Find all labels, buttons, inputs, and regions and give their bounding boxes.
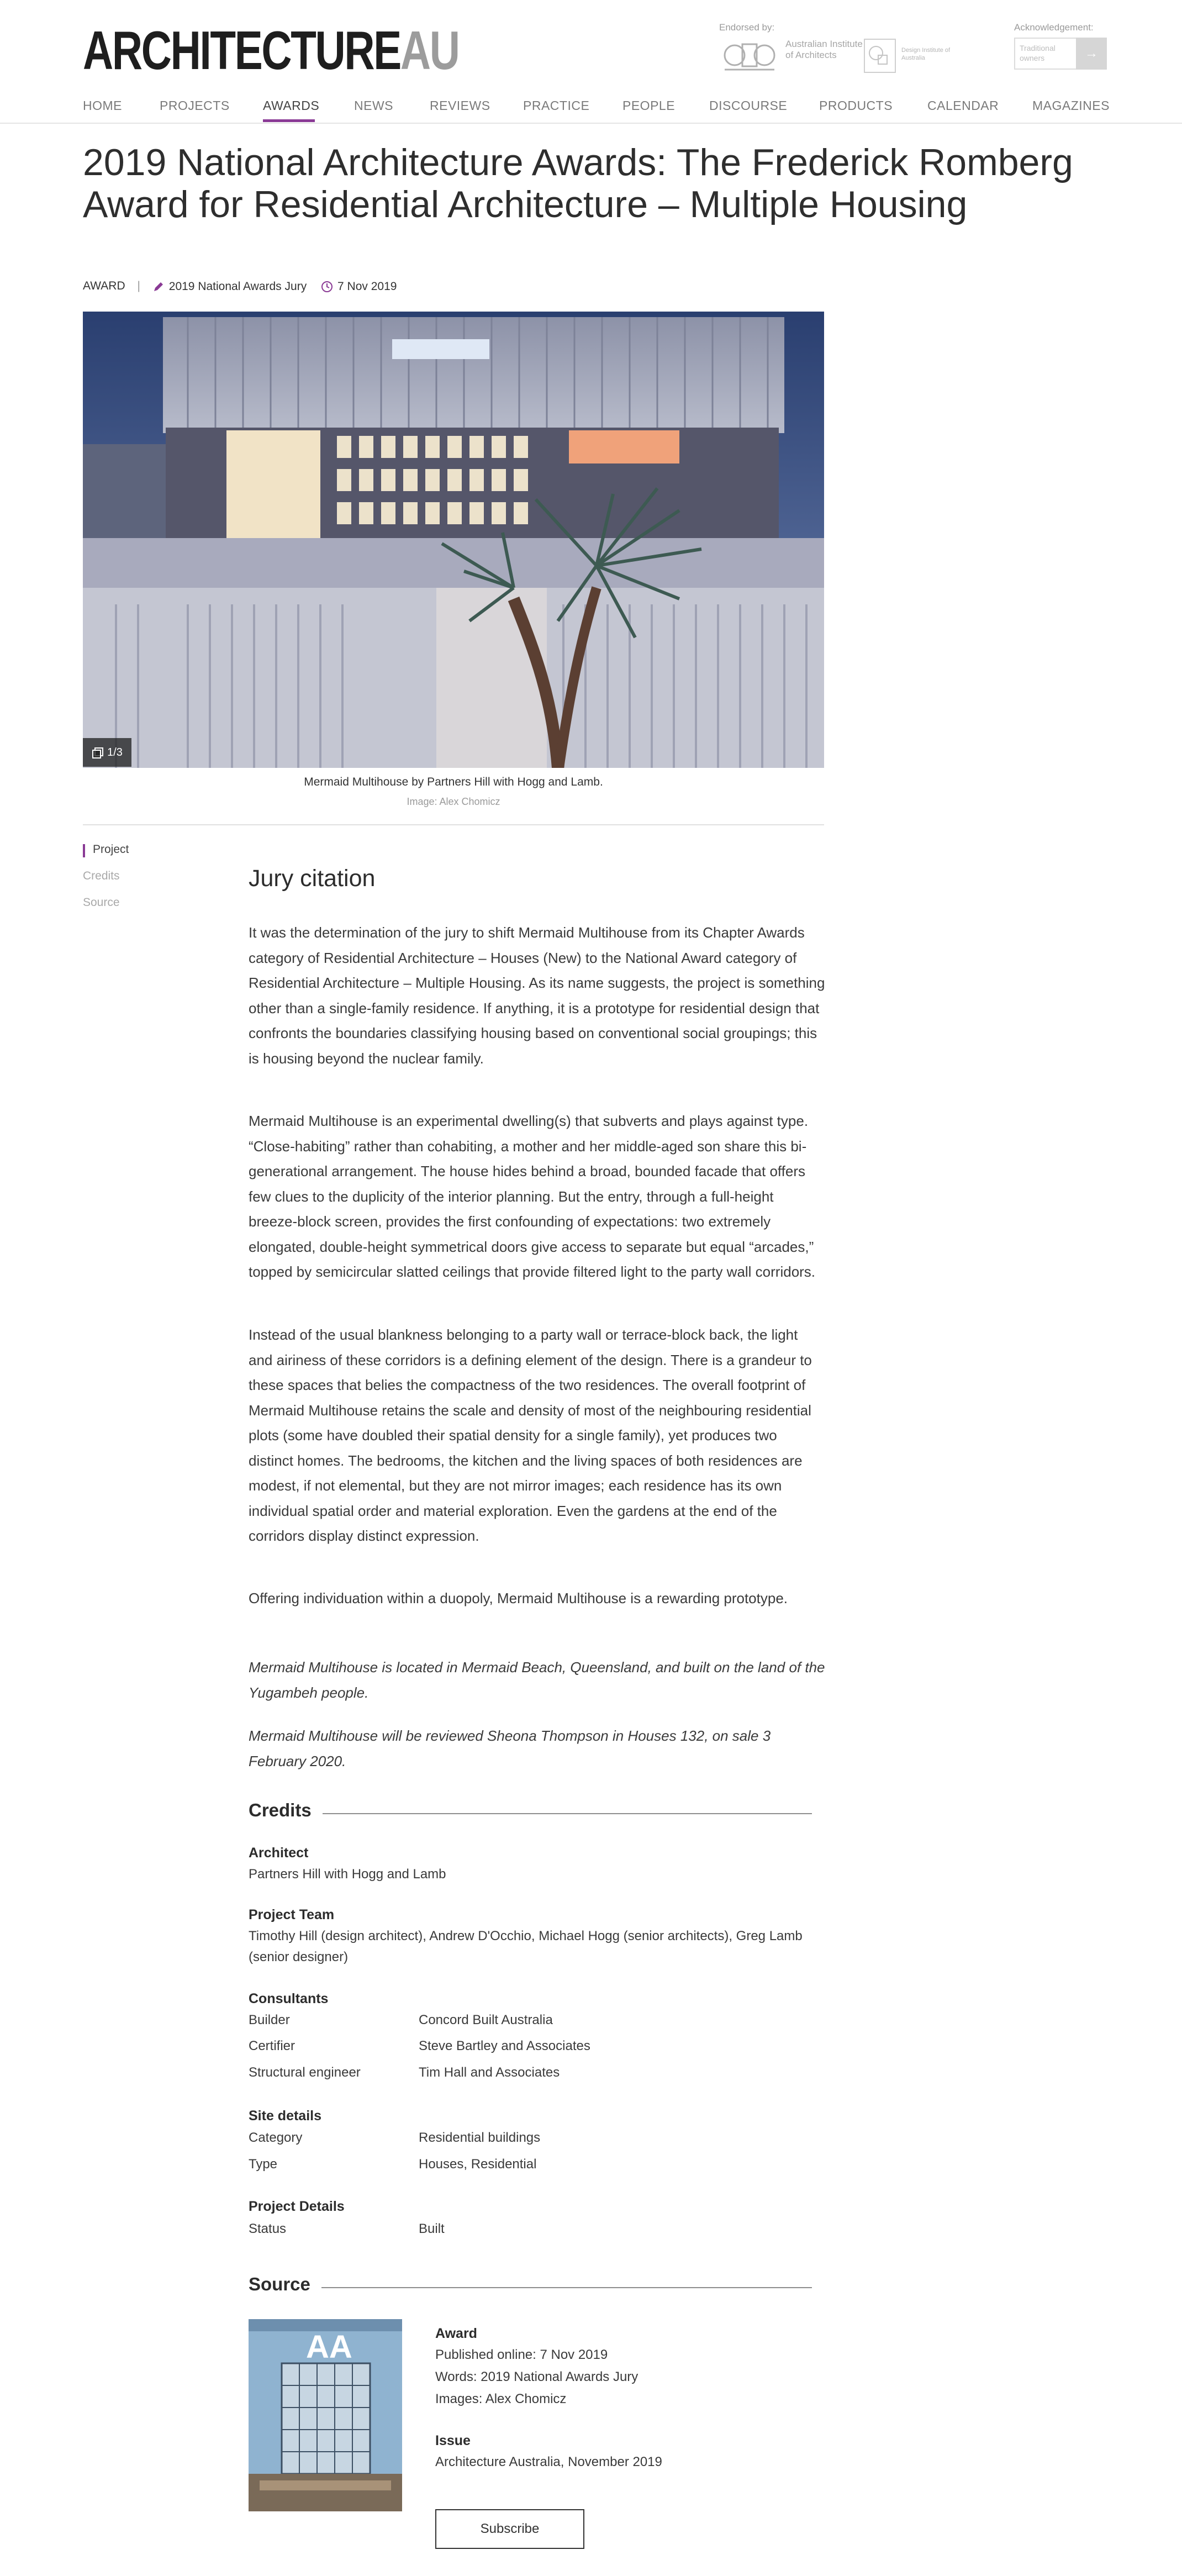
site-logo[interactable] xyxy=(83,20,459,81)
section-nav-project[interactable]: Project xyxy=(93,843,129,856)
nav-products[interactable]: PRODUCTS xyxy=(819,98,893,113)
page-title: 2019 National Architecture Awards: The Frederick Romberg Award for Residential Architecture – Multiple Housing xyxy=(83,141,1073,225)
nav-people[interactable]: PEOPLE xyxy=(622,98,676,113)
nav-reviews[interactable]: REVIEWS xyxy=(430,98,490,113)
nav-divider xyxy=(0,123,1182,124)
article-meta xyxy=(83,280,397,296)
nav-calendar[interactable]: CALENDAR xyxy=(927,98,999,113)
nav-home[interactable]: HOME xyxy=(83,98,122,113)
consultant-name: Concord Built Australia xyxy=(419,2013,553,2027)
jury-paragraph-4: Offering individuation within a duopoly, Mermaid Multihouse is a rewarding prototype. xyxy=(249,1590,788,1606)
source-section-title xyxy=(249,2274,812,2298)
issue-label: Issue xyxy=(435,2433,471,2448)
image-caption: Mermaid Multihouse by Partners Hill with Hogg and Lamb. xyxy=(304,776,603,788)
images-credit: Images: Alex Chomicz xyxy=(435,2391,567,2406)
section-nav-credits[interactable]: Credits xyxy=(83,870,120,882)
site-value: Houses, Residential xyxy=(419,2157,537,2172)
magazine-cover[interactable] xyxy=(249,2319,402,2511)
award-label: Award xyxy=(435,2326,477,2341)
site-key: Category xyxy=(249,2130,303,2145)
gallery-counter-text: 1/3 xyxy=(107,746,123,758)
design-institute-icon[interactable] xyxy=(864,39,896,73)
details-value: Built xyxy=(419,2221,445,2236)
article-category[interactable]: AWARD xyxy=(83,280,125,293)
nav-active-indicator xyxy=(263,119,315,122)
consultant-name: Tim Hall and Associates xyxy=(419,2065,560,2080)
date-block xyxy=(321,280,397,293)
architect-value: Partners Hill with Hogg and Lamb xyxy=(249,1867,446,1882)
jury-citation-heading: Jury citation xyxy=(249,865,376,892)
clock-icon xyxy=(321,281,333,293)
nav-discourse[interactable]: DISCOURSE xyxy=(709,98,788,113)
consultant-role: Builder xyxy=(249,2013,290,2027)
consultants-label: Consultants xyxy=(249,1991,329,2006)
source-rule xyxy=(249,2287,812,2288)
site-header xyxy=(0,0,1182,88)
architect-label: Architect xyxy=(249,1845,309,1861)
hero-image[interactable] xyxy=(83,312,824,768)
issue-value[interactable]: Architecture Australia, November 2019 xyxy=(435,2454,662,2469)
acknowledgement-select[interactable] xyxy=(1014,38,1107,70)
nav-projects[interactable]: PROJECTS xyxy=(160,98,230,113)
consultant-name: Steve Bartley and Associates xyxy=(419,2038,590,2053)
arrow-right-icon[interactable]: → xyxy=(1076,38,1107,70)
jury-paragraph-1: It was the determination of the jury to shift Mermaid Multihouse from its Chapter Awards category of Residential Architecture – Houses (New) to the National Award category of Residential Architecture – Multiple Housing. As its name suggests, the project is something other than a single-family residence. If anything, it is a prototype for residential design that confronts the boundaries classifying housing based on conventional social groupings; this is housing beyond the nuclear family. xyxy=(249,924,825,1067)
acknowledgement-placeholder: Traditional owners xyxy=(1020,44,1056,62)
jury-paragraph-3: Instead of the usual blankness belonging to a party wall or terrace-block back, the light and airiness of these corridors is a defining element of the design. There is a grandeur to these spaces that belies the compactness of the two residences. The overall footprint of Mermaid Multihouse retains the scale and density of most of the neighbouring residential plots (some have doubled their spatial density for a single family), yet produces two distinct homes. The bedrooms, the kitchen and the living spaces of both residences are modest, if not elemental, but they are not mirror images; each residence has its own individual spatial order and material exploration. Even the gardens at the end of the corridors display distinct expression. xyxy=(249,1326,812,1544)
nav-magazines[interactable]: MAGAZINES xyxy=(1032,98,1110,113)
logo-primary-text: ARCHITECTURE xyxy=(83,20,400,81)
credits-heading: Credits xyxy=(249,1800,323,1821)
project-details-label: Project Details xyxy=(249,2199,345,2214)
hero-divider xyxy=(83,824,824,825)
review-note: Mermaid Multihouse will be reviewed Sheona Thompson in Houses 132, on sale 3 February 2020. xyxy=(249,1727,771,1769)
published-online: Published online: 7 Nov 2019 xyxy=(435,2347,608,2362)
section-nav-source[interactable]: Source xyxy=(83,896,120,909)
details-key: Status xyxy=(249,2221,287,2236)
team-value: Timothy Hill (design architect), Andrew D'Occhio, Michael Hogg (senior architects), Greg Lamb (senior designer) xyxy=(249,1929,803,1964)
site-value: Residential buildings xyxy=(419,2130,541,2145)
logo-secondary-text: AU xyxy=(400,20,459,81)
gallery-counter[interactable] xyxy=(83,738,131,767)
design-institute-text: Design Institute of Australia xyxy=(901,47,951,61)
endorsed-by xyxy=(719,22,973,77)
meta-separator: | xyxy=(137,280,140,293)
acknowledgement-label: Acknowledgement: xyxy=(1014,22,1094,33)
nav-news[interactable]: NEWS xyxy=(354,98,393,113)
source-heading: Source xyxy=(249,2274,321,2295)
team-label: Project Team xyxy=(249,1907,335,1922)
cover-title: AA xyxy=(306,2329,352,2365)
aia-crest-icon[interactable] xyxy=(719,39,780,73)
site-details-label: Site details xyxy=(249,2108,321,2124)
pencil-icon xyxy=(152,281,165,293)
site-key: Type xyxy=(249,2157,278,2172)
author-block xyxy=(152,280,307,293)
image-credit: Image: Alex Chomicz xyxy=(407,796,500,807)
aia-text: Australian Institute of Architects xyxy=(785,39,863,60)
subscribe-button[interactable]: Subscribe xyxy=(435,2509,584,2549)
consultant-role: Structural engineer xyxy=(249,2065,361,2080)
acknowledgement xyxy=(1014,22,1114,62)
article-author[interactable]: 2019 National Awards Jury xyxy=(168,280,307,293)
credits-rule xyxy=(249,1813,812,1814)
words-credit: Words: 2019 National Awards Jury xyxy=(435,2369,639,2384)
endorsed-label: Endorsed by: xyxy=(719,22,775,33)
location-note: Mermaid Multihouse is located in Mermaid Beach, Queensland, and built on the land of the Yugambeh people. xyxy=(249,1659,825,1701)
consultant-role: Certifier xyxy=(249,2038,296,2053)
credits-section-title xyxy=(249,1800,812,1824)
article-date: 7 Nov 2019 xyxy=(337,280,397,293)
gallery-icon xyxy=(92,747,104,759)
main-nav xyxy=(83,95,1110,124)
jury-paragraph-2: Mermaid Multihouse is an experimental dwelling(s) that subverts and plays against type. “Close-habiting” rather than cohabiting, a mother and her middle-aged son share this bi-generational arrangement. The house hides behind a broad, bounded facade that offers few clues to the duplicity of the interior planning. But the entry, through a full-height breeze-block screen, provides the first confounding of expectations: two extremely elongated, double-height symmetrical doors give access to separate but equal “arcades,” topped by semicircular slatted ceilings that provide filtered light to the party wall corridors. xyxy=(249,1113,816,1280)
nav-awards[interactable]: AWARDS xyxy=(263,98,320,113)
nav-practice[interactable]: PRACTICE xyxy=(523,98,590,113)
